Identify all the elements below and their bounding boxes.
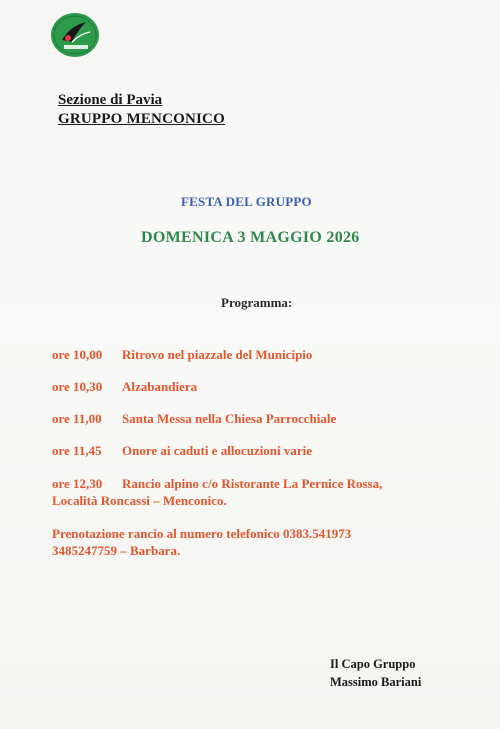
program-item-time: ore 12,30 xyxy=(52,476,103,491)
program-item-time: ore 11,00 xyxy=(52,411,102,426)
booking-line-1: Prenotazione rancio al numero telefonico 0383.541973 xyxy=(52,526,352,541)
program-item-text: Alzabandiera xyxy=(122,379,198,394)
header xyxy=(58,91,225,129)
program-item xyxy=(52,347,312,363)
program-item xyxy=(52,411,336,427)
program-item-text: Rancio alpino c/o Ristorante La Pernice Rossa, xyxy=(122,476,383,491)
booking-line-2: 3485247759 – Barbara. xyxy=(52,543,181,558)
event-title: FESTA DEL GRUPPO xyxy=(181,194,312,209)
program-item-time: ore 10,30 xyxy=(52,379,103,394)
group-name: GRUPPO MENCONICO xyxy=(58,111,225,127)
program-item xyxy=(52,443,312,459)
program-item-time: ore 11,45 xyxy=(52,443,102,458)
program-item xyxy=(52,379,197,395)
program-item-continuation: Località Roncassi – Menconico. xyxy=(52,493,227,508)
program-item-text: Onore ai caduti e allocuzioni varie xyxy=(122,443,313,458)
program-item-text: Santa Messa nella Chiesa Parrocchiale xyxy=(122,411,337,426)
section-name: Sezione di Pavia xyxy=(58,92,163,108)
signature-role: Il Capo Gruppo xyxy=(330,657,416,671)
program-item-text: Ritrovo nel piazzale del Municipio xyxy=(122,347,313,362)
program-item-time: ore 10,00 xyxy=(52,347,103,362)
program-heading: Programma: xyxy=(221,295,293,310)
program-item xyxy=(52,476,382,492)
event-date: DOMENICA 3 MAGGIO 2026 xyxy=(141,229,360,246)
signature-name: Massimo Bariani xyxy=(330,675,422,689)
ana-alpini-logo-icon xyxy=(50,12,100,58)
